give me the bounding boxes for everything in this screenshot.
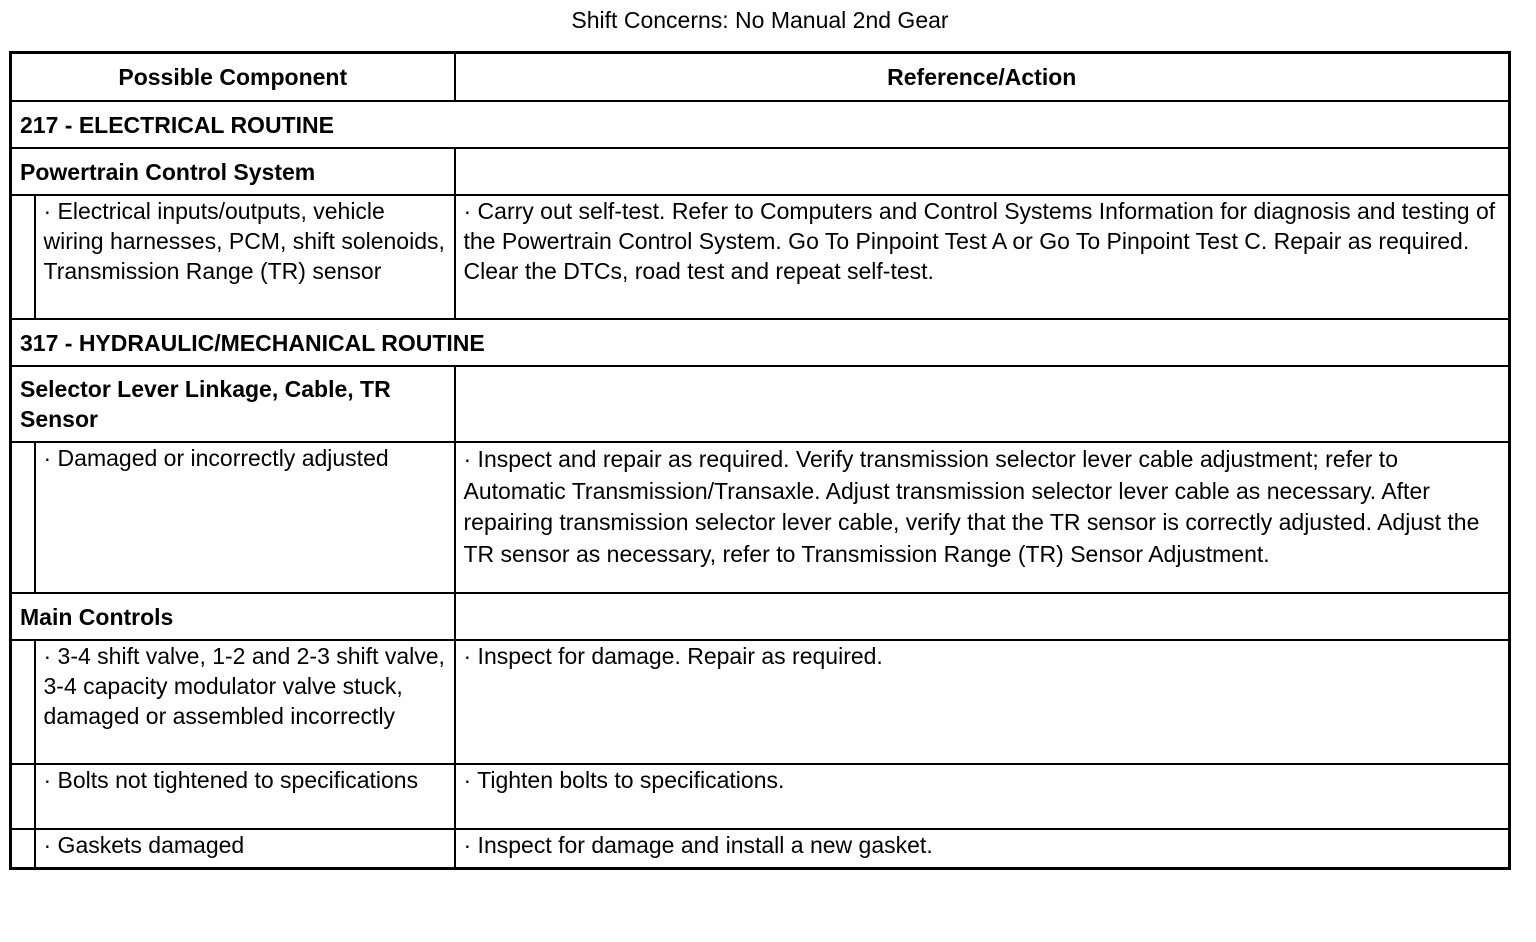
reference-action-cell: · Inspect for damage. Repair as required. [455,640,1510,764]
diagnosis-table [9,51,1511,870]
indent-cell [11,195,35,319]
component-group-row [11,593,1510,640]
component-group-action-empty [455,366,1510,442]
routine-row [11,319,1510,366]
component-group-name: Selector Lever Linkage, Cable, TR Sensor [11,366,455,442]
reference-action-cell: · Inspect and repair as required. Verify transmission selector lever cable adjustment; refer to Automatic Transmission/Transaxle. Adjust transmission selector lever cable as necessary. After repairing transmission selector lever cable, verify that the TR sensor is correctly adjusted. Adjust the TR sensor as necessary, refer to Transmission Range (TR) Sensor Adjustment. [455,442,1510,593]
component-group-action-empty [455,148,1510,195]
header-reference-action: Reference/Action [455,53,1510,102]
component-group-name: Powertrain Control System [11,148,455,195]
page-title: Shift Concerns: No Manual 2nd Gear [571,7,949,33]
possible-component-cell: · Electrical inputs/outputs, vehicle wiring harnesses, PCM, shift solenoids, Transmission Range (TR) sensor [35,195,455,319]
indent-cell [11,764,35,829]
component-group-row [11,148,1510,195]
table-row [11,195,1510,319]
reference-action-cell: · Carry out self-test. Refer to Computers and Control Systems Information for diagnosis and testing of the Powertrain Control System. Go To Pinpoint Test A or Go To Pinpoint Test C. Repair as required. Clear the DTCs, road test and repeat self-test. [455,195,1510,319]
routine-label: 217 - ELECTRICAL ROUTINE [11,101,1510,148]
indent-cell [11,829,35,869]
table-header-row [11,53,1510,102]
component-group-action-empty [455,593,1510,640]
indent-cell [11,442,35,593]
table-row [11,640,1510,764]
component-group-name: Main Controls [11,593,455,640]
possible-component-cell: · Gaskets damaged [35,829,455,869]
routine-row [11,101,1510,148]
table-row [11,764,1510,829]
table-row [11,442,1510,593]
reference-action-cell: · Tighten bolts to specifications. [455,764,1510,829]
component-group-row [11,366,1510,442]
indent-cell [11,640,35,764]
table-row [11,829,1510,869]
reference-action-cell: · Inspect for damage and install a new gasket. [455,829,1510,869]
routine-label: 317 - HYDRAULIC/MECHANICAL ROUTINE [11,319,1510,366]
possible-component-cell: · Bolts not tightened to specifications [35,764,455,829]
header-possible-component: Possible Component [11,53,455,102]
possible-component-cell: · Damaged or incorrectly adjusted [35,442,455,593]
possible-component-cell: · 3-4 shift valve, 1-2 and 2-3 shift valve, 3-4 capacity modulator valve stuck, damaged or assembled incorrectly [35,640,455,764]
